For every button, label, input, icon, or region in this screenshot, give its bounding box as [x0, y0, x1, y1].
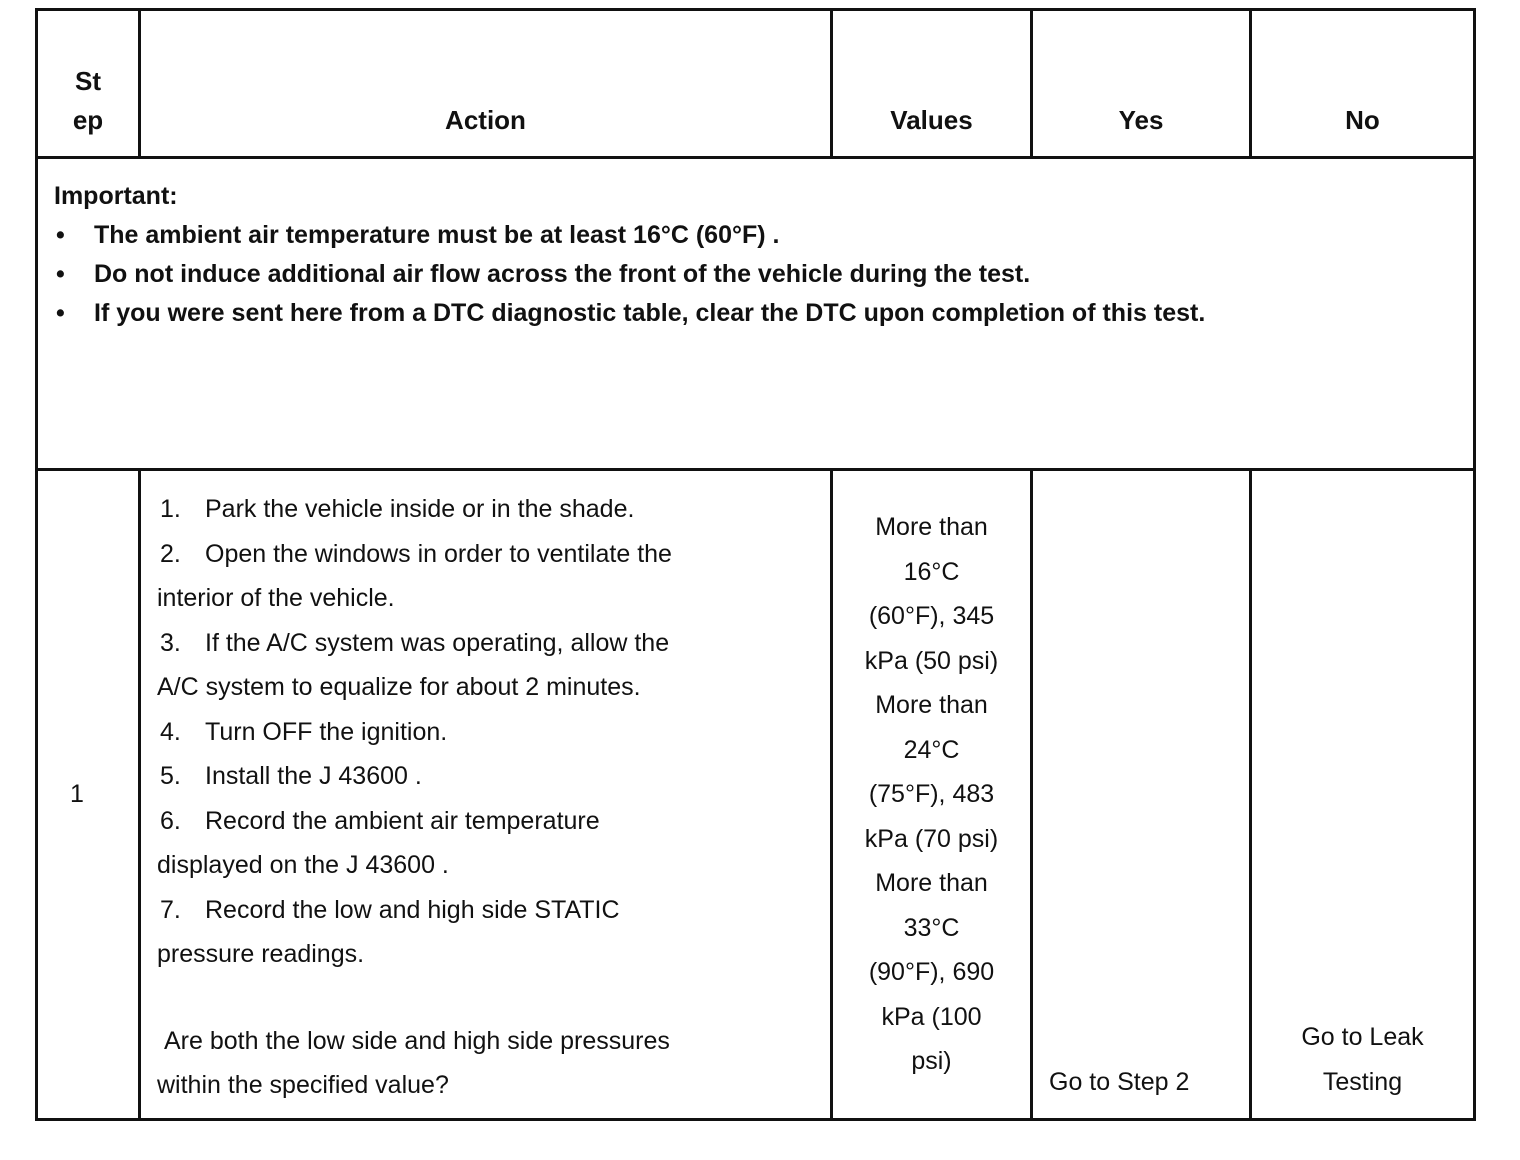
header-step — [37, 10, 140, 158]
important-item — [54, 294, 1457, 333]
action-item — [157, 532, 818, 577]
step-row — [37, 470, 1475, 1120]
value-line: More than — [875, 869, 988, 897]
yes-cell — [1032, 470, 1251, 1120]
value-line: kPa (100 — [881, 1002, 982, 1031]
action-cell — [140, 470, 832, 1120]
yes-action-text: Go to Step 2 — [1049, 1067, 1190, 1096]
action-item — [157, 710, 818, 755]
value-line: (90°F), 690 — [868, 958, 995, 986]
action-number: 7. — [160, 895, 181, 924]
value-line: (75°F), 483 — [868, 780, 995, 808]
action-number: 4. — [160, 717, 181, 746]
header-row — [37, 10, 1475, 158]
action-item — [157, 799, 818, 844]
header-step-line2: ep — [72, 105, 104, 135]
values-cell — [832, 470, 1032, 1120]
action-number: 6. — [160, 806, 181, 835]
action-question: Are both the low side and high side pressures — [164, 1026, 670, 1055]
action-item — [157, 754, 818, 799]
header-values: Values — [832, 10, 1032, 158]
action-text: Record the low and high side STATIC — [205, 895, 620, 924]
action-text-continued: displayed on the J 43600 . — [157, 851, 449, 879]
action-text: Turn OFF the ignition. — [205, 717, 448, 746]
important-item-text: If you were sent here from a DTC diagnostic table, clear the DTC upon completion of this test. — [94, 299, 1206, 327]
important-item-text: Do not induce additional air flow across the front of the vehicle during the test. — [94, 260, 1031, 288]
action-question-continued: within the specified value? — [157, 1071, 449, 1099]
no-cell — [1251, 470, 1475, 1120]
value-line: More than — [875, 513, 988, 541]
bullet-icon: • — [56, 260, 65, 288]
important-item — [54, 255, 1457, 294]
bullet-icon: • — [56, 299, 65, 327]
action-number: 2. — [160, 539, 181, 568]
step-number: 1 — [37, 470, 140, 1120]
action-number: 3. — [160, 628, 181, 657]
no-action-line1: Go to Leak — [1301, 1023, 1424, 1051]
action-text: Open the windows in order to ventilate the — [205, 539, 672, 568]
value-line: More than — [875, 691, 988, 719]
action-text: Park the vehicle inside or in the shade. — [205, 495, 635, 523]
action-item — [157, 888, 818, 933]
value-line: psi) — [911, 1047, 952, 1075]
value-line: kPa (50 psi) — [864, 646, 999, 675]
header-yes: Yes — [1032, 10, 1251, 158]
important-list — [54, 216, 1457, 333]
value-line: kPa (70 psi) — [864, 824, 999, 853]
action-number: 5. — [160, 762, 181, 790]
action-text-continued: A/C system to equalize for about 2 minutes. — [157, 673, 641, 701]
value-line: 24°C — [903, 735, 960, 764]
action-item — [157, 487, 818, 532]
header-action: Action — [140, 10, 832, 158]
value-line: 16°C — [903, 557, 960, 586]
important-item — [54, 216, 1457, 255]
important-row — [37, 158, 1475, 470]
action-number: 1. — [160, 495, 181, 523]
action-text: Install the J 43600 . — [205, 762, 422, 790]
action-text-continued: pressure readings. — [157, 940, 365, 968]
action-text-continued: interior of the vehicle. — [157, 584, 395, 612]
header-step-line1: St — [75, 66, 101, 96]
action-text: Record the ambient air temperature — [205, 806, 600, 835]
header-no: No — [1251, 10, 1475, 158]
value-line: 33°C — [903, 913, 960, 942]
important-cell — [37, 158, 1475, 470]
value-line: (60°F), 345 — [868, 602, 995, 630]
bullet-icon: • — [56, 221, 65, 249]
no-action-line2: Testing — [1322, 1067, 1403, 1096]
action-item — [157, 621, 818, 666]
diagnostic-table — [35, 8, 1476, 1121]
action-text: If the A/C system was operating, allow the — [205, 628, 670, 657]
important-item-text: The ambient air temperature must be at least 16°C (60°F) . — [94, 221, 780, 249]
important-title: Important: — [54, 182, 178, 210]
